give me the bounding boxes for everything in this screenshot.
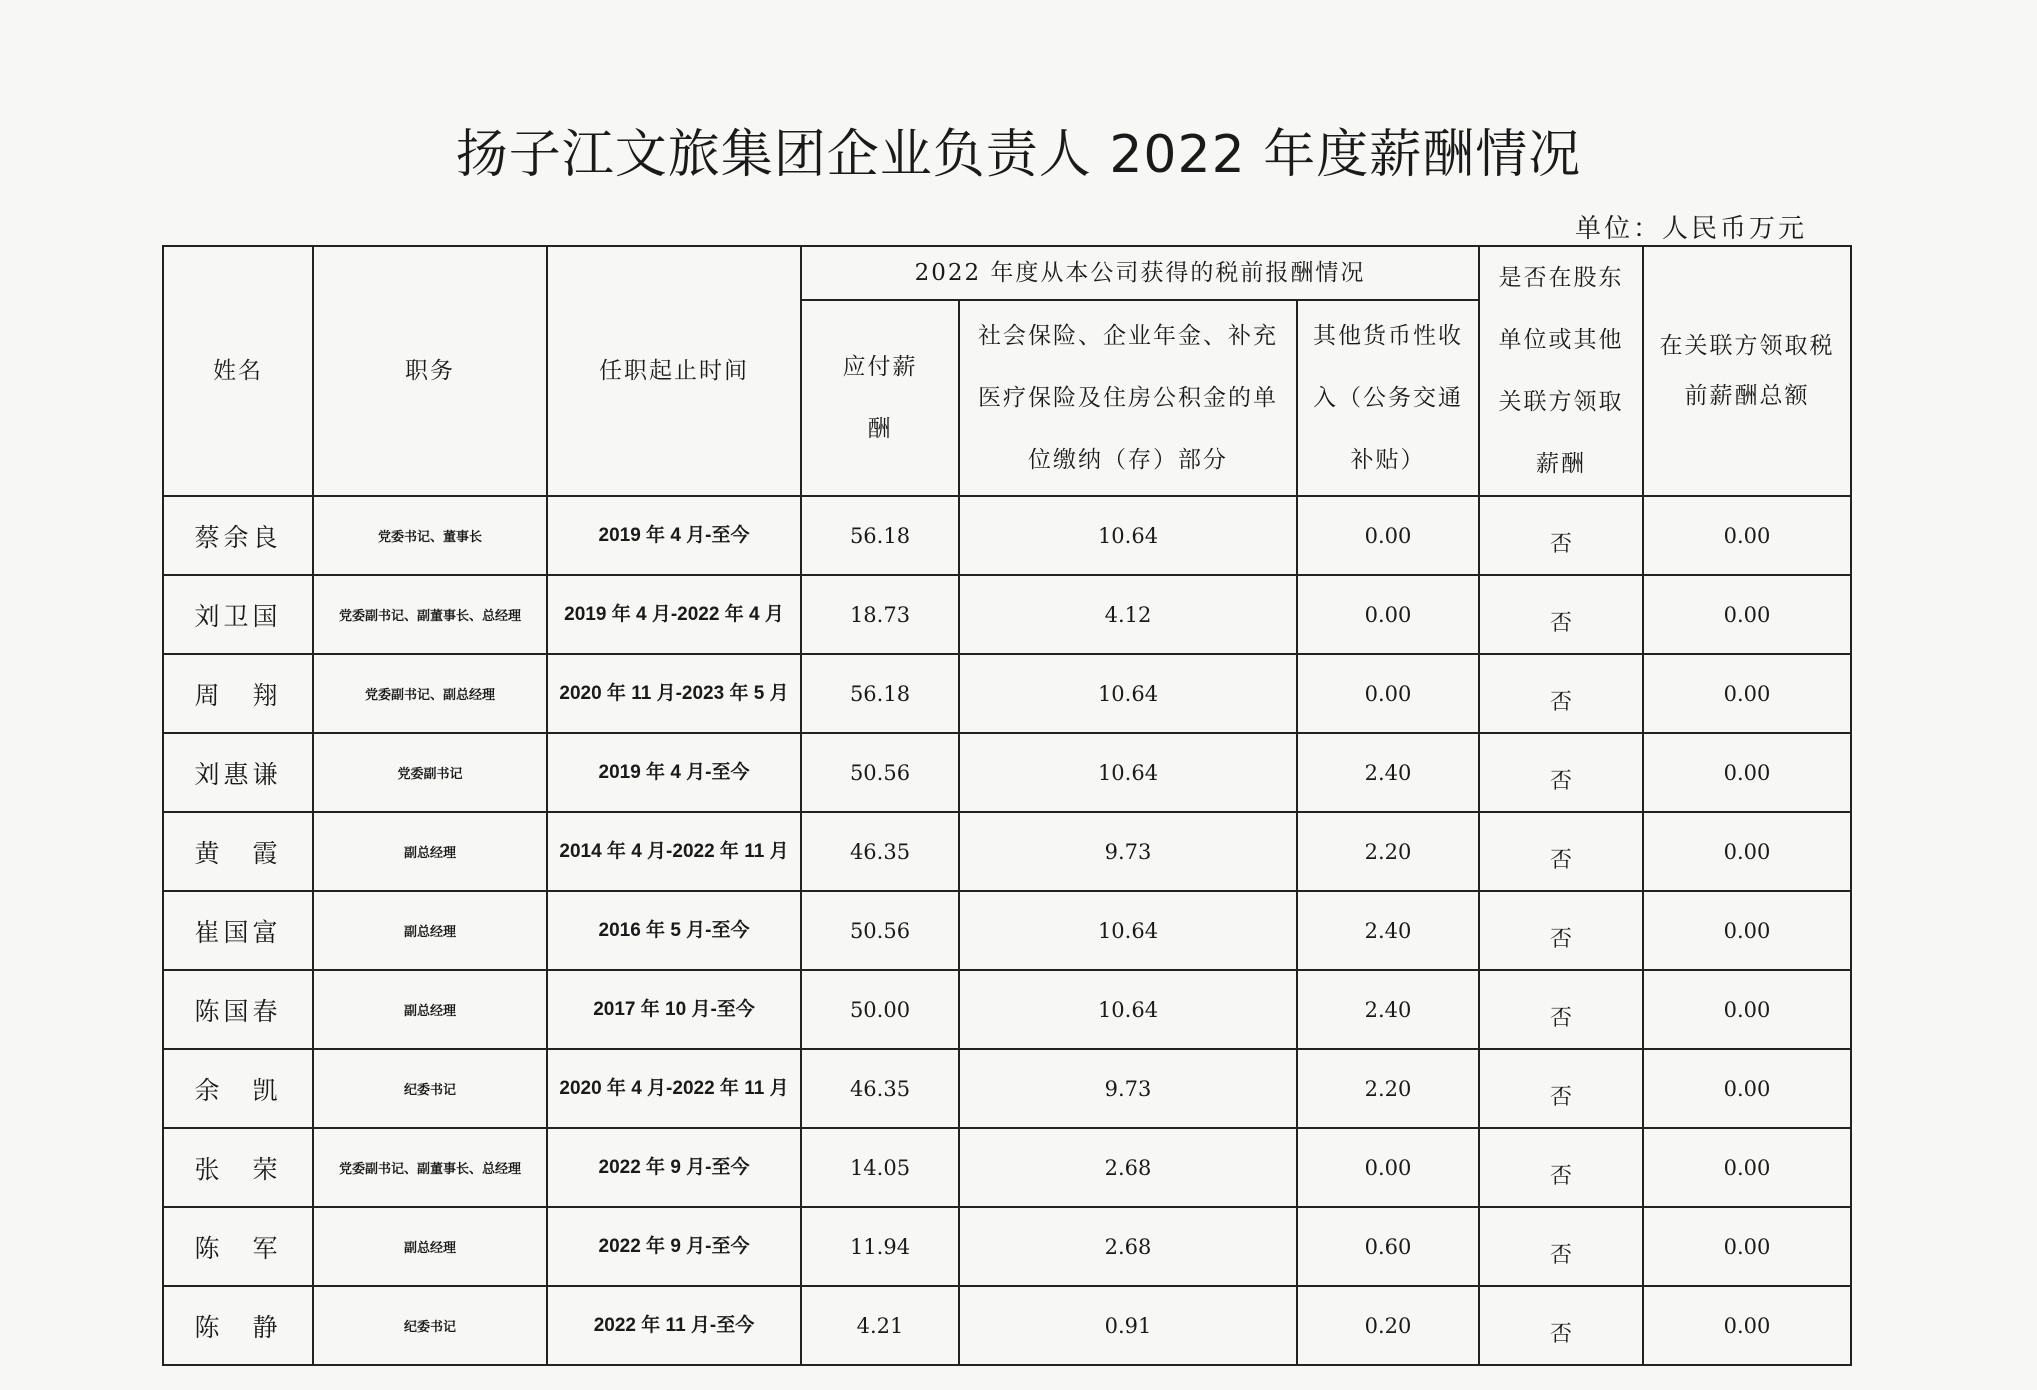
cell-tenure: 2019 年 4 月-2022 年 4 月: [547, 575, 801, 654]
cell-shareholder: 否: [1479, 733, 1643, 812]
cell-tenure: 2017 年 10 月-至今: [547, 970, 801, 1049]
table-row: [163, 1128, 1851, 1207]
cell-shareholder: 否: [1479, 575, 1643, 654]
cell-social: 0.91: [959, 1286, 1297, 1365]
cell-tenure: 2019 年 4 月-至今: [547, 733, 801, 812]
cell-shareholder: 否: [1479, 1286, 1643, 1365]
cell-tenure: 2014 年 4 月-2022 年 11 月: [547, 812, 801, 891]
cell-pay: 50.56: [801, 891, 959, 970]
cell-name: 刘卫国: [163, 575, 313, 654]
cell-pay: 4.21: [801, 1286, 959, 1365]
cell-other: 0.00: [1297, 654, 1479, 733]
cell-name: 余 凯: [163, 1049, 313, 1128]
header-pay: 应付薪酬: [801, 300, 959, 496]
cell-other: 2.40: [1297, 891, 1479, 970]
cell-other: 2.20: [1297, 1049, 1479, 1128]
cell-tenure: 2019 年 4 月-至今: [547, 496, 801, 575]
cell-name: 崔国富: [163, 891, 313, 970]
header-group-pretax: 2022 年度从本公司获得的税前报酬情况: [801, 246, 1479, 300]
table-row: [163, 496, 1851, 575]
table-row: [163, 970, 1851, 1049]
cell-position: 党委副书记、副总经理: [313, 654, 547, 733]
cell-shareholder: 否: [1479, 1207, 1643, 1286]
cell-social: 9.73: [959, 1049, 1297, 1128]
cell-social: 9.73: [959, 812, 1297, 891]
cell-related: 0.00: [1643, 496, 1851, 575]
cell-shareholder: 否: [1479, 496, 1643, 575]
cell-other: 2.20: [1297, 812, 1479, 891]
cell-pay: 50.00: [801, 970, 959, 1049]
cell-social: 10.64: [959, 970, 1297, 1049]
cell-position: 党委书记、董事长: [313, 496, 547, 575]
cell-social: 10.64: [959, 891, 1297, 970]
cell-position: 纪委书记: [313, 1286, 547, 1365]
cell-tenure: 2022 年 11 月-至今: [547, 1286, 801, 1365]
header-other: 其他货币性收入（公务交通补贴）: [1297, 300, 1479, 496]
cell-position: 副总经理: [313, 812, 547, 891]
cell-shareholder: 否: [1479, 1128, 1643, 1207]
cell-other: 2.40: [1297, 733, 1479, 812]
table-row: [163, 812, 1851, 891]
cell-shareholder: 否: [1479, 891, 1643, 970]
header-name: 姓名: [163, 246, 313, 496]
cell-position: 副总经理: [313, 970, 547, 1049]
cell-pay: 46.35: [801, 1049, 959, 1128]
table-row: [163, 891, 1851, 970]
header-shareholder: 是否在股东单位或其他关联方领取薪酬: [1479, 246, 1643, 496]
cell-other: 0.00: [1297, 1128, 1479, 1207]
cell-other: 0.60: [1297, 1207, 1479, 1286]
cell-name: 陈国春: [163, 970, 313, 1049]
cell-related: 0.00: [1643, 575, 1851, 654]
cell-pay: 50.56: [801, 733, 959, 812]
cell-name: 陈 静: [163, 1286, 313, 1365]
cell-position: 党委副书记、副董事长、总经理: [313, 575, 547, 654]
cell-related: 0.00: [1643, 1286, 1851, 1365]
cell-social: 10.64: [959, 496, 1297, 575]
cell-position: 副总经理: [313, 891, 547, 970]
cell-position: 副总经理: [313, 1207, 547, 1286]
cell-name: 陈 军: [163, 1207, 313, 1286]
cell-related: 0.00: [1643, 1128, 1851, 1207]
cell-shareholder: 否: [1479, 812, 1643, 891]
cell-pay: 56.18: [801, 654, 959, 733]
cell-social: 2.68: [959, 1207, 1297, 1286]
table-body: [163, 496, 1851, 1365]
cell-social: 10.64: [959, 654, 1297, 733]
cell-social: 4.12: [959, 575, 1297, 654]
cell-name: 张 荣: [163, 1128, 313, 1207]
cell-pay: 14.05: [801, 1128, 959, 1207]
cell-shareholder: 否: [1479, 970, 1643, 1049]
header-position: 职务: [313, 246, 547, 496]
table-row: [163, 1049, 1851, 1128]
header-social: 社会保险、企业年金、补充医疗保险及住房公积金的单位缴纳（存）部分: [959, 300, 1297, 496]
table-row: [163, 1286, 1851, 1365]
table-row: [163, 1207, 1851, 1286]
cell-related: 0.00: [1643, 812, 1851, 891]
table-row: [163, 575, 1851, 654]
cell-name: 蔡余良: [163, 496, 313, 575]
cell-related: 0.00: [1643, 970, 1851, 1049]
cell-pay: 18.73: [801, 575, 959, 654]
cell-other: 2.40: [1297, 970, 1479, 1049]
cell-tenure: 2020 年 4 月-2022 年 11 月: [547, 1049, 801, 1128]
cell-pay: 11.94: [801, 1207, 959, 1286]
cell-shareholder: 否: [1479, 1049, 1643, 1128]
cell-related: 0.00: [1643, 891, 1851, 970]
cell-name: 周 翔: [163, 654, 313, 733]
cell-tenure: 2022 年 9 月-至今: [547, 1128, 801, 1207]
table-row: [163, 654, 1851, 733]
unit-label: 单位：人民币万元: [1574, 214, 1807, 244]
cell-social: 10.64: [959, 733, 1297, 812]
cell-pay: 46.35: [801, 812, 959, 891]
cell-tenure: 2022 年 9 月-至今: [547, 1207, 801, 1286]
header-related: 在关联方领取税前薪酬总额: [1643, 246, 1851, 496]
document-title: 扬子江文旅集团企业负责人 2022 年度薪酬情况: [455, 125, 1582, 185]
cell-other: 0.00: [1297, 575, 1479, 654]
cell-name: 刘惠谦: [163, 733, 313, 812]
cell-shareholder: 否: [1479, 654, 1643, 733]
table-header: [163, 246, 1851, 496]
cell-related: 0.00: [1643, 1049, 1851, 1128]
cell-position: 党委副书记、副董事长、总经理: [313, 1128, 547, 1207]
cell-name: 黄 霞: [163, 812, 313, 891]
cell-tenure: 2020 年 11 月-2023 年 5 月: [547, 654, 801, 733]
cell-related: 0.00: [1643, 733, 1851, 812]
cell-related: 0.00: [1643, 1207, 1851, 1286]
salary-table: [162, 245, 1852, 1366]
cell-position: 党委副书记: [313, 733, 547, 812]
cell-position: 纪委书记: [313, 1049, 547, 1128]
cell-tenure: 2016 年 5 月-至今: [547, 891, 801, 970]
header-tenure: 任职起止时间: [547, 246, 801, 496]
cell-social: 2.68: [959, 1128, 1297, 1207]
table-row: [163, 733, 1851, 812]
cell-related: 0.00: [1643, 654, 1851, 733]
cell-other: 0.20: [1297, 1286, 1479, 1365]
cell-other: 0.00: [1297, 496, 1479, 575]
cell-pay: 56.18: [801, 496, 959, 575]
